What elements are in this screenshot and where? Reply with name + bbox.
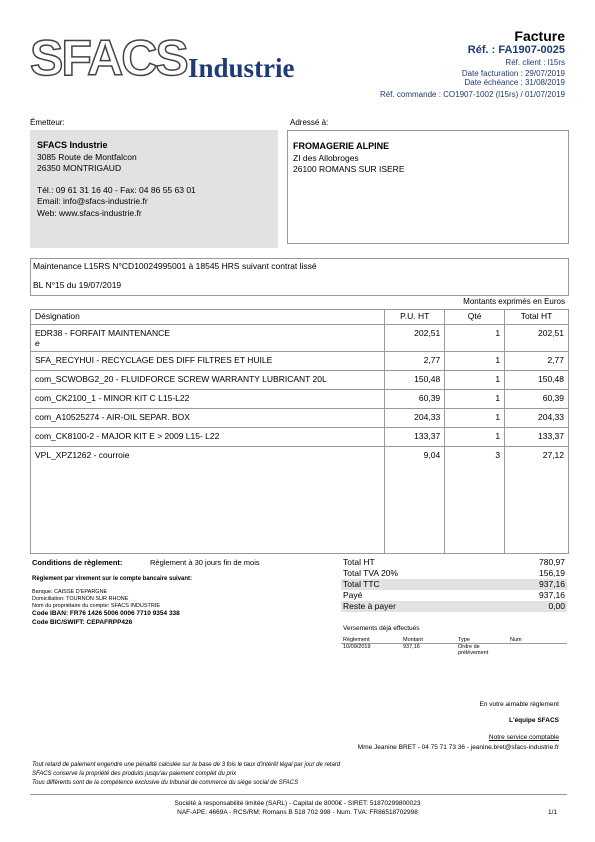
paid-row <box>341 590 567 601</box>
table-row <box>31 371 569 390</box>
row-designation: com_CK2100_1 - MINOR KIT C L15-L22 <box>31 390 385 409</box>
total-ht-value: 780,97 <box>539 557 565 567</box>
ttc-row <box>341 579 567 590</box>
payments-header-num: Num <box>510 637 522 643</box>
emitter-box <box>30 130 278 248</box>
payment-terms-value: Règlement à 30 jours fin de mois <box>150 558 260 567</box>
description-line1: Maintenance L15RS N°CD10024995001 à 18545 HRS suivant contrat lissé <box>33 261 317 271</box>
header-total: Total HT <box>505 310 569 325</box>
emitter-email: Email: info@sfacs-industrie.fr <box>37 196 148 206</box>
emitter-name: SFACS Industrie <box>37 140 108 150</box>
tva-row <box>341 568 567 579</box>
recipient-address2: 26100 ROMANS SUR ISERE <box>293 164 405 174</box>
table-row <box>31 325 569 352</box>
emitter-label: Émetteur: <box>30 118 65 127</box>
recipient-address1: ZI des Allobroges <box>293 153 359 163</box>
row-qty: 1 <box>445 409 505 428</box>
recipient-name: FROMAGERIE ALPINE <box>293 141 390 151</box>
ttc-value: 937,16 <box>539 579 565 589</box>
row-note: e <box>35 338 40 348</box>
payment-date: 10/09/2019 <box>343 644 371 650</box>
paid-value: 937,16 <box>539 590 565 600</box>
client-ref: Réf. client : l15rs <box>505 58 565 67</box>
footer-divider <box>30 794 567 795</box>
page-number: 1/1 <box>547 809 557 816</box>
payments-row <box>341 644 567 657</box>
payment-amount: 937,16 <box>403 644 420 650</box>
row-designation: com_CK8100-2 - MAJOR KIT E > 2009 L15- L22 <box>31 428 385 447</box>
table-row <box>31 409 569 428</box>
table-header-row <box>31 310 569 325</box>
accounting-service: Notre service comptable <box>488 734 559 741</box>
items-table <box>30 309 569 554</box>
ttc-label: Total TTC <box>343 579 380 589</box>
order-ref: Réf. commande : CO1907-1002 (l15rs) / 01/07/2019 <box>380 90 565 99</box>
footer-line-1: Société à responsabilité limitée (SARL) - Capital de 8000€ - SIRET: 51870299800023 <box>174 800 421 807</box>
payment-type: Ordre de prélèvement <box>458 644 489 656</box>
payments-header-amount: Montant <box>403 637 423 643</box>
row-total: 133,37 <box>505 428 569 447</box>
bank-name: Banque: CAISSE D'EPARGNE <box>32 589 108 595</box>
header-qty: Qté <box>445 310 505 325</box>
remaining-label: Reste à payer <box>343 601 396 611</box>
currency-note: Montants exprimés en Euros <box>463 297 565 306</box>
payments-header-date: Règlement <box>343 637 370 643</box>
payment-num <box>508 644 567 657</box>
remaining-row <box>341 601 567 612</box>
closing-text: En votre aimable règlement <box>479 701 559 708</box>
legal-note-1: Tout retard de paiement engendre une pénalité calculée sur la base de 3 fois le taux d'intérêt légal par jour de retard <box>32 762 341 768</box>
invoice-title: Facture <box>514 28 565 44</box>
row-designation: VPL_XPZ1262 - courroie <box>31 447 385 554</box>
tva-label: Total TVA 20% <box>343 568 398 578</box>
row-total: 202,51 <box>505 325 569 352</box>
payments-header-type: Type <box>458 637 470 643</box>
row-unit-price: 133,37 <box>385 428 445 447</box>
table-row <box>31 428 569 447</box>
row-unit-price: 202,51 <box>385 325 445 352</box>
invoice-date: Date facturation : 29/07/2019 <box>461 69 565 78</box>
header-designation: Désignation <box>31 310 385 325</box>
iban: Code IBAN: FR76 1426 5006 0006 7710 9354 338 <box>32 610 180 617</box>
row-unit-price: 60,39 <box>385 390 445 409</box>
total-ht-row <box>341 557 567 568</box>
payment-terms-label: Conditions de règlement: <box>32 558 123 567</box>
invoice-ref: Réf. : FA1907-0025 <box>467 44 565 56</box>
remaining-value: 0,00 <box>548 601 565 611</box>
transfer-title: Règlement par virement sur le compte bancaire suivant: <box>32 576 193 582</box>
due-date: Date échéance : 31/08/2019 <box>464 78 565 87</box>
emitter-address1: 3085 Route de Montfalcon <box>37 152 137 162</box>
table-row <box>31 390 569 409</box>
row-total: 204,33 <box>505 409 569 428</box>
row-qty: 1 <box>445 352 505 371</box>
row-designation: com_A10525274 - AIR-OIL SEPAR. BOX <box>31 409 385 428</box>
emitter-address2: 26350 MONTRIGAUD <box>37 163 122 173</box>
row-total: 60,39 <box>505 390 569 409</box>
logo-suffix: Industrie <box>188 53 295 83</box>
emitter-web: Web: www.sfacs-industrie.fr <box>37 208 142 218</box>
description-box <box>30 258 569 296</box>
row-designation: SFA_RECYHUI - RECYCLAGE DES DIFF FILTRES ET HUILE <box>31 352 385 371</box>
table-row <box>31 447 569 554</box>
logo-brand: SFACS <box>30 30 187 86</box>
row-qty: 1 <box>445 390 505 409</box>
description-line2: BL N°15 du 19/07/2019 <box>33 280 122 290</box>
payments-title: Versements déjà effectués <box>343 625 420 632</box>
row-designation: com_SCWOBG2_20 - FLUIDFORCE SCREW WARRANTY LUBRICANT 20L <box>31 371 385 390</box>
row-qty: 3 <box>445 447 505 554</box>
bank-domiciliation: Domiciliation: TOURNON SUR RHONE <box>32 596 129 602</box>
company-logo <box>30 30 320 90</box>
row-designation: EDR38 - FORFAIT MAINTENANCE <box>35 328 170 338</box>
recipient-label: Adressé à: <box>290 118 329 127</box>
row-unit-price: 2,77 <box>385 352 445 371</box>
row-qty: 1 <box>445 371 505 390</box>
paid-label: Payé <box>343 590 363 600</box>
tva-value: 156,19 <box>539 568 565 578</box>
accounting-contact: Mme Jeanine BRET - 04 75 71 73 36 - jeanine.bret@sfacs-industrie.fr <box>357 744 559 751</box>
row-qty: 1 <box>445 428 505 447</box>
row-total: 27,12 <box>505 447 569 554</box>
row-unit-price: 150,48 <box>385 371 445 390</box>
row-unit-price: 9,04 <box>385 447 445 554</box>
row-unit-price: 204,33 <box>385 409 445 428</box>
emitter-phone: Tél.: 09 61 31 16 40 - Fax: 04 86 55 63 01 <box>37 185 196 195</box>
legal-note-3: Tous différents sont de la compétence exclusive du tribunal de commerce du siège social de SFACS <box>32 780 299 786</box>
bic: Code BIC/SWIFT: CEPAFRPP426 <box>32 619 133 626</box>
table-row <box>31 352 569 371</box>
total-ht-label: Total HT <box>343 557 375 567</box>
payments-table <box>341 637 567 656</box>
legal-note-2: SFACS conserve la propriété des produits jusqu'au paiement complet du prix <box>32 771 237 777</box>
account-owner: Nom du propriétaire du compte: SFACS INDUSTRIE <box>32 603 161 609</box>
footer-line-2: NAF-APE: 4669A - RCS/RM: Romans B 518 702 998 - Num. TVA: FR86518702998 <box>177 809 418 816</box>
team-name: L'équipe SFACS <box>509 717 559 724</box>
row-total: 150,48 <box>505 371 569 390</box>
header-unit-price: P.U. HT <box>385 310 445 325</box>
recipient-box <box>287 130 569 244</box>
row-qty: 1 <box>445 325 505 352</box>
row-total: 2,77 <box>505 352 569 371</box>
